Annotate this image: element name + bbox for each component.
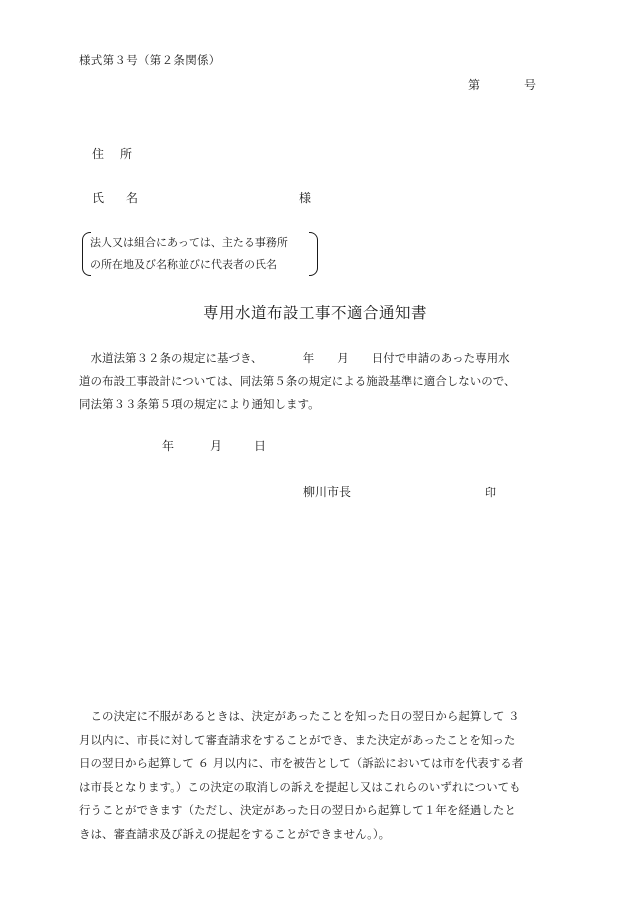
corporation-note-line-2: の所在地及び名称並びに代表者の氏名 — [90, 258, 277, 271]
issue-date-day: 日 — [254, 439, 267, 453]
corporation-note-line-1: 法人又は組合にあっては、主たる事務所 — [90, 236, 288, 249]
appeal-line-3: 日の翌日から起算して ６ 月以内に、市を被告として（訴訟においては市を代表する者 — [79, 756, 524, 770]
form-label: 様式第３号（第２条関係） — [79, 53, 221, 67]
honorific: 様 — [299, 191, 312, 205]
appeal-line-2: 月以内に、市長に対して審査請求をすることができ、また決定があったことを知った — [79, 732, 516, 747]
notice-body — [79, 347, 559, 416]
appeal-line-4: は市長となります。）この決定の取消しの訴えを提起し又はこれらのいずれについても — [79, 779, 521, 794]
issuer-mayor: 柳川市長 — [303, 485, 352, 499]
issue-date — [162, 437, 266, 454]
left-bracket — [82, 232, 91, 276]
appeal-line-6: きは、審査請求及び訴えの提起をすることができません。）。 — [79, 826, 391, 841]
notice-body-line-3: 同法第３３条第５項の規定により通知します。 — [79, 397, 320, 411]
appeal-line-5: 行うことができます（ただし、決定があった日の翌日から起算して１年を経過したと — [79, 803, 516, 817]
document-number-prefix: 第 — [468, 78, 481, 92]
document-number-suffix: 号 — [524, 78, 537, 92]
corporation-note — [82, 232, 312, 276]
notice-body-line-2: 道の布設工事設計については、同法第５条の規定による施設基準に適合しないので、 — [79, 374, 516, 388]
name-label-part-1: 氏 — [92, 191, 105, 205]
issue-date-month: 月 — [210, 439, 223, 453]
appeal-line-1: この決定に不服があるときは、決定があったことを知った日の翌日から起算して ３ — [79, 709, 520, 723]
document-title: 専用水道布設工事不適合通知書 — [202, 304, 427, 322]
name-label-part-2: 名 — [126, 191, 139, 205]
issue-date-year: 年 — [162, 439, 175, 453]
appeal-notice — [79, 705, 569, 846]
right-bracket — [309, 232, 318, 276]
notice-body-line-1: 水道法第３２条の規定に基づき、 年 月 日付で申請のあった専用水 — [79, 351, 510, 365]
name-label — [92, 189, 138, 206]
address-label: 住 所 — [92, 147, 135, 161]
seal-mark: 印 — [485, 486, 496, 499]
